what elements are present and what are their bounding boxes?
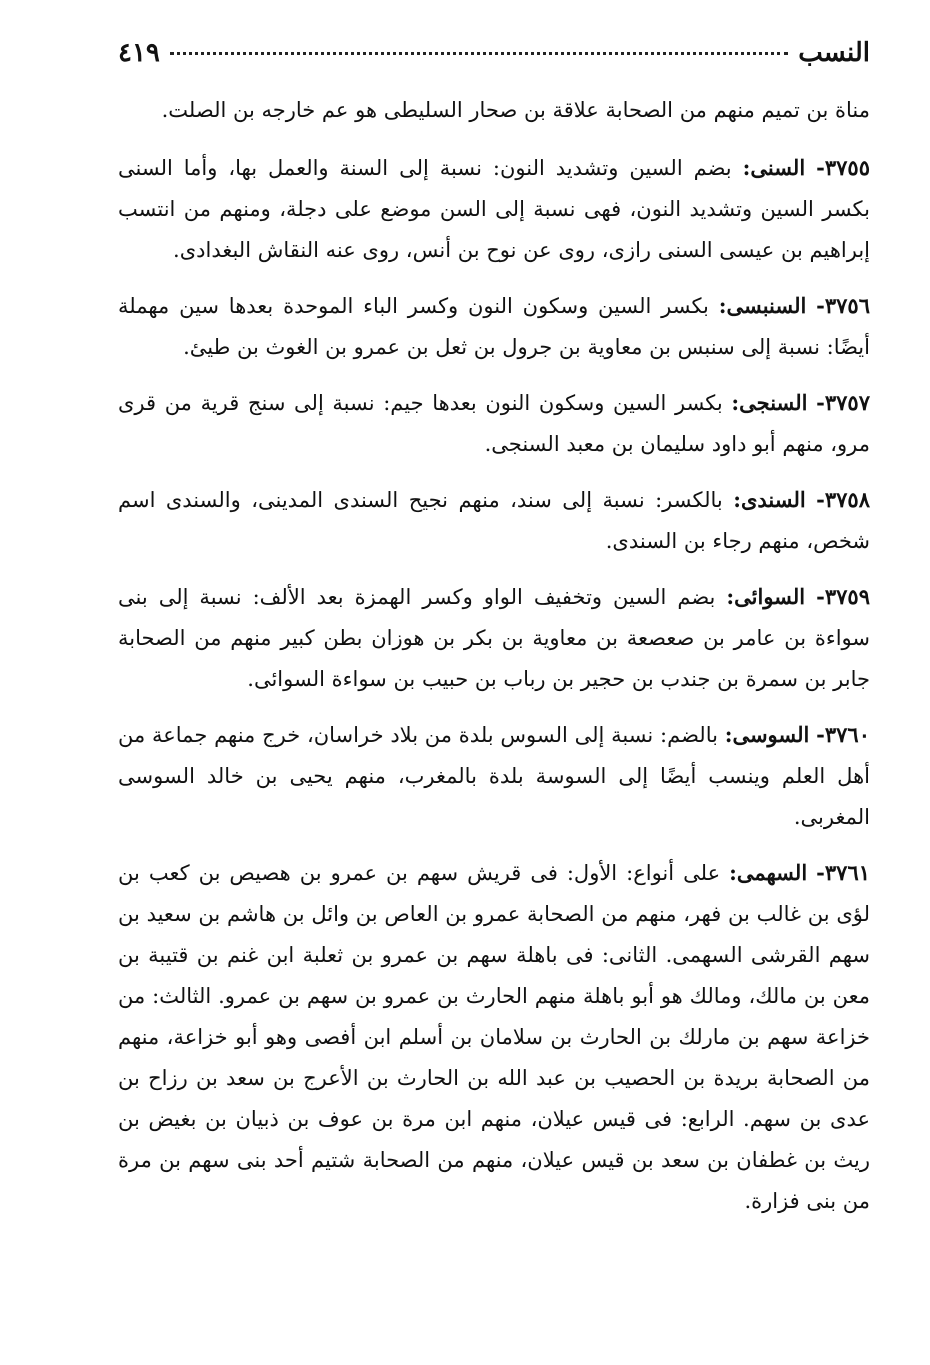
entry-term: السندى: — [733, 487, 806, 512]
entry-text: بكسر السين وسكون النون بعدها جيم: نسبة إلى سنج قرية من قرى مرو، منهم أبو داود سليمان بن معبد السنجى. — [118, 391, 870, 456]
entry-paragraph — [118, 714, 870, 838]
header-title: النسب — [798, 38, 870, 68]
entry-term: السوسى: — [724, 722, 810, 747]
entry-term: السنى: — [742, 155, 806, 180]
document-page — [118, 38, 870, 1236]
entry-number: ٣٧٥٩- — [816, 584, 870, 609]
entry-paragraph — [118, 479, 870, 562]
entry-paragraph — [118, 285, 870, 368]
entry-paragraph — [118, 852, 870, 1222]
entry-number: ٣٧٥٧- — [816, 390, 870, 415]
intro-paragraph: مناة بن تميم منهم من الصحابة علاقة بن صحار السليطى هو عم خارجه بن الصلت. — [161, 98, 870, 122]
entry-text: بضم السين وتخفيف الواو وكسر الهمزة بعد الألف: نسبة إلى بنى سواءة بن عامر بن صعصعة بن معاوية بن بكر بن هوزان بطن كبير منهم من الصحابة جابر بن سمرة بن جندب بن حجير بن رباب بن حبيب بن سواءة السوائى. — [118, 585, 870, 691]
entry-text: على أنواع: الأول: فى قريش سهم بن عمرو بن هصيص بن كعب بن لؤى بن غالب بن فهر، منهم من الصحابة عمرو بن العاص بن وائل بن هاشم بن سعيد بن سهم القرشى السهمى. الثانى: فى باهلة سهم بن عمرو بن ثعلبة ابن غنم بن قتيبة بن معن بن مالك، ومالك هو أبو باهلة منهم الحارث بن عمرو بن سهم بن عمرو. الثالث: من خزاعة سهم بن مارلك بن الحارث بن سلامان بن أسلم ابن أفصى وهو أبو خزاعة، منهم من الصحابة بريدة بن الحصيب بن عبد الله بن الحارث بن الأعرج بن سعد بن رزاح بن عدى بن سهم. الرابع: فى قيس عيلان، منهم ابن مرة بن عوف بن ذبيان بن بغيض بن ريث بن غطفان بن سعد بن قيس عيلان، منهم من الصحابة شتيم أحد بنى سهم بن مرة من بنى فزارة. — [118, 861, 870, 1213]
entry-number: ٣٧٥٦- — [816, 293, 870, 318]
dotted-leader — [170, 52, 788, 55]
entry-paragraph — [118, 382, 870, 465]
entry-text: بالضم: نسبة إلى السوس بلدة من بلاد خراسان، خرج منهم جماعة من أهل العلم وينسب أيضًا إلى السوسة بلدة بالمغرب، منهم يحيى بن خالد السوسى المغربى. — [118, 723, 870, 829]
entry-number: ٣٧٦١- — [816, 860, 871, 885]
entry-text: بضم السين وتشديد النون: نسبة إلى السنة والعمل بها، وأما السنى بكسر السين وتشديد النون، فهى نسبة إلى السن موضع على دجلة، ومنهم من انتسب إبراهيم بن عيسى السنى رازى، روى عن نوح بن أنس، روى عنه النقاش البغدادى. — [118, 156, 870, 262]
entry-term: السوائى: — [726, 584, 806, 609]
entry-paragraph — [118, 576, 870, 700]
entry-paragraph — [118, 147, 870, 271]
running-header — [118, 38, 870, 82]
entry-term: السنبسى: — [718, 293, 807, 318]
entry-number: ٣٧٥٥- — [816, 155, 870, 180]
entry-number: ٣٧٦٠- — [816, 722, 870, 747]
page-number: ٤١٩ — [118, 38, 160, 68]
entry-term: السنجى: — [731, 390, 808, 415]
entry-number: ٣٧٥٨- — [816, 487, 870, 512]
entry-text: بالكسر: نسبة إلى سند، منهم نجيح السندى المدينى، والسندى اسم شخص، منهم رجاء بن السندى. — [118, 488, 870, 553]
entry-text: بكسر السين وسكون النون وكسر الباء الموحدة بعدها سين مهملة أيضًا: نسبة إلى سنبس بن معاوية بن جرول بن ثعل بن عمرو بن الغوث بن طيئ. — [118, 294, 870, 359]
entry-term: السهمى: — [729, 860, 808, 885]
